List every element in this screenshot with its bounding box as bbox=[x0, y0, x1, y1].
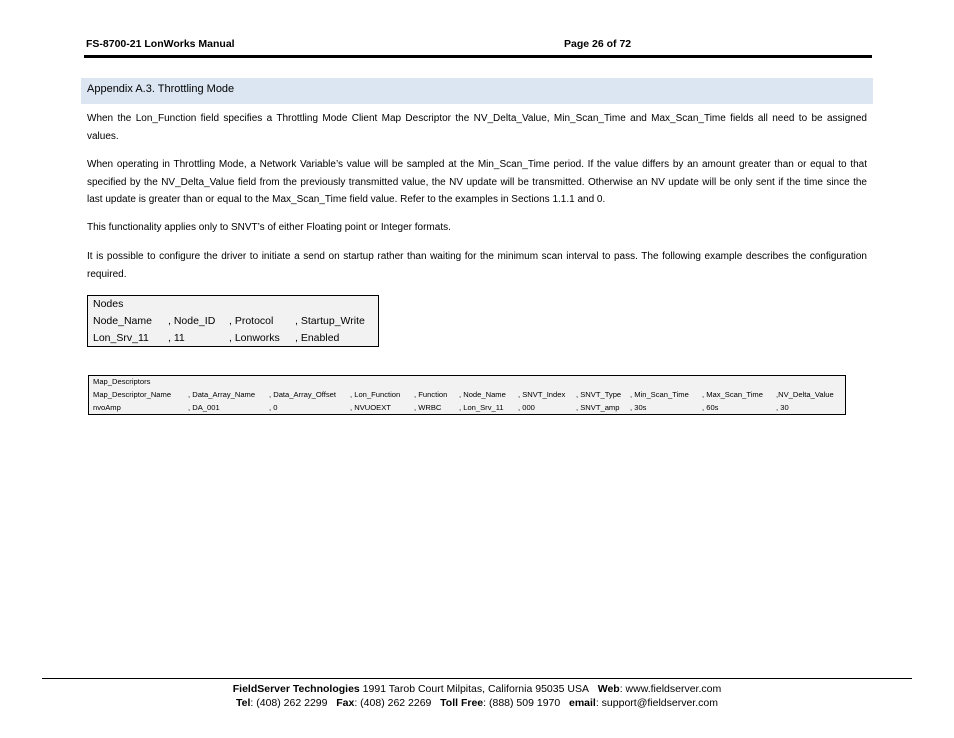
footer-web-label: Web bbox=[597, 683, 620, 695]
footer-tollfree: : (888) 509 1970 bbox=[483, 697, 561, 709]
table-cell: ,NV_Delta_Value bbox=[776, 390, 834, 399]
table-cell: , Max_Scan_Time bbox=[702, 390, 763, 399]
table-cell: , Node_Name bbox=[459, 390, 506, 399]
map-descriptors-config-table bbox=[88, 375, 846, 415]
footer-fax: : (408) 262 2269 bbox=[354, 697, 432, 709]
table-cell: , SNVT_amp bbox=[576, 403, 620, 412]
table-cell: , SNVT_Type bbox=[576, 390, 622, 399]
footer-fax-label: Fax bbox=[336, 697, 355, 709]
table-cell: , Lon_Srv_11 bbox=[459, 403, 504, 412]
table-cell: , 000 bbox=[518, 403, 535, 412]
section-heading: Appendix A.3. Throttling Mode bbox=[87, 83, 235, 95]
page-number: Page 26 of 72 bbox=[564, 38, 632, 50]
footer-address: 1991 Tarob Court Milpitas, California 95035 USA bbox=[359, 683, 589, 695]
table-cell: , Lon_Function bbox=[350, 390, 401, 399]
nodes-table-title-row bbox=[88, 296, 378, 313]
paragraph-startup-send: It is possible to configure the driver to initiate a send on startup rather than waiting for the minimum scan interval to pass. The following example describes the configuration required. bbox=[87, 251, 867, 280]
table-cell: nvoAmp bbox=[93, 403, 121, 412]
nodes-table-data-row bbox=[88, 330, 378, 347]
footer-tollfree-label: Toll Free bbox=[440, 697, 484, 709]
table-cell: , DA_001 bbox=[188, 403, 220, 412]
nodes-table-header-row bbox=[88, 313, 378, 330]
table-cell: , Node_ID bbox=[168, 315, 216, 327]
footer-line-contact bbox=[0, 697, 954, 709]
paragraph-throttling-operation: When operating in Throttling Mode, a Network Variable’s value will be sampled at the Min_Scan_Time period. If the value differs by an amount greater than or equal to that specified by the NV_Delta_Value field from the previously transmitted value, the NV update will be transmitted. Otherwise an NV update will be only sent if the time since the last update is greater than or equal to the Max_Scan_Time field value. Refer to the examples in Sections 1.1.1 and 0. bbox=[87, 159, 867, 205]
page-header bbox=[86, 38, 873, 52]
md-table-data-row bbox=[89, 402, 845, 415]
paragraph-throttling-intro: When the Lon_Function field specifies a Throttling Mode Client Map Descriptor the NV_Delta_Value, Min_Scan_Time and Max_Scan_Time fields all need to be assigned values. bbox=[87, 113, 867, 142]
table-cell: , Min_Scan_Time bbox=[630, 390, 689, 399]
table-cell: , Startup_Write bbox=[295, 315, 365, 327]
footer-company: FieldServer Technologies bbox=[232, 683, 360, 695]
md-table-title: Map_Descriptors bbox=[93, 377, 151, 386]
document-title: FS-8700-21 LonWorks Manual bbox=[86, 38, 235, 50]
table-cell: , 30s bbox=[630, 403, 647, 412]
nodes-table-title: Nodes bbox=[93, 298, 124, 310]
table-cell: , 30 bbox=[776, 403, 789, 412]
table-cell: Lon_Srv_11 bbox=[93, 332, 149, 344]
footer-tel: : (408) 262 2299 bbox=[250, 697, 328, 709]
md-table-title-row bbox=[89, 376, 845, 389]
table-cell: , Function bbox=[414, 390, 448, 399]
header-divider bbox=[84, 55, 872, 58]
table-cell: , 0 bbox=[269, 403, 278, 412]
table-cell: , Enabled bbox=[295, 332, 340, 344]
table-cell: Node_Name bbox=[93, 315, 152, 327]
table-cell: , Data_Array_Name bbox=[188, 390, 256, 399]
footer-line-address bbox=[0, 683, 954, 695]
table-cell: Map_Descriptor_Name bbox=[93, 390, 172, 399]
table-cell: , WRBC bbox=[414, 403, 442, 412]
table-cell: , Lonworks bbox=[229, 332, 280, 344]
footer-web-link[interactable]: : www.fieldserver.com bbox=[619, 683, 722, 695]
table-cell: , Data_Array_Offset bbox=[269, 390, 336, 399]
md-table-header-row bbox=[89, 389, 845, 402]
paragraph-snvt-formats: This functionality applies only to SNVT’s of either Floating point or Integer formats. bbox=[87, 222, 451, 233]
footer-divider bbox=[42, 678, 912, 679]
table-cell: , 11 bbox=[168, 332, 185, 344]
footer-email-label: email bbox=[568, 697, 596, 709]
table-cell: , Protocol bbox=[229, 315, 274, 327]
footer-email-link[interactable]: : support@fieldserver.com bbox=[595, 697, 718, 709]
footer-tel-label: Tel bbox=[236, 697, 251, 709]
section-heading-bar bbox=[81, 78, 873, 104]
table-cell: , 60s bbox=[702, 403, 719, 412]
table-cell: , NVUOEXT bbox=[350, 403, 391, 412]
nodes-config-table bbox=[87, 295, 379, 347]
table-cell: , SNVT_Index bbox=[518, 390, 566, 399]
